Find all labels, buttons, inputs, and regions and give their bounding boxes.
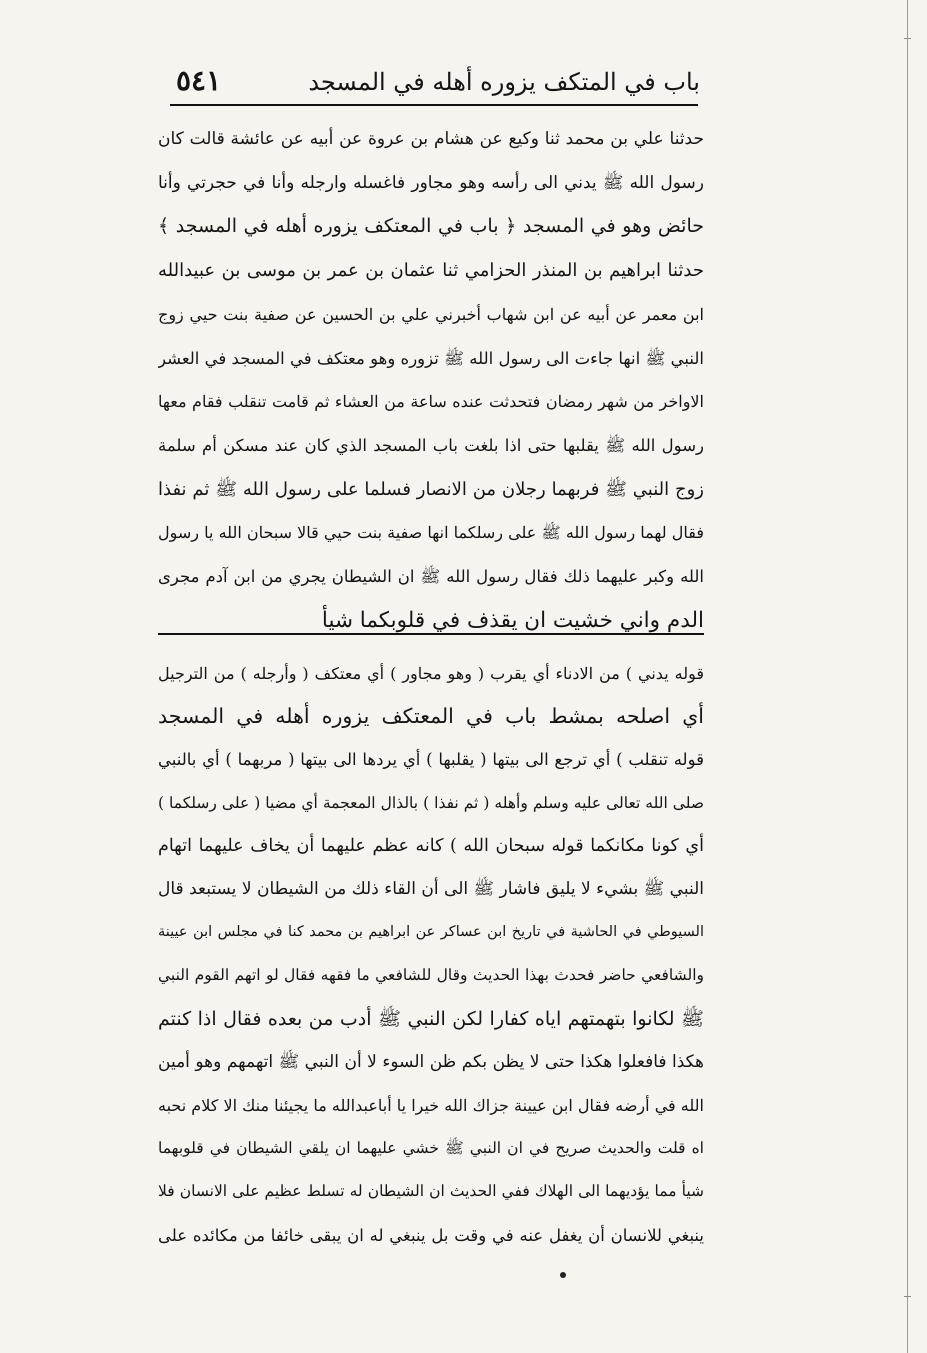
- scan-edge-tick: [904, 1296, 911, 1297]
- commentary-line: قوله تنقلب ) أي ترجع الى بيتها ( يقلبها ) أي يردها الى بيتها ( مربهما ) أي بالنبي: [158, 750, 704, 770]
- hadith-line: رسول الله ﷺ يدني الى رأسه وهو مجاور فاغسله وارجله وأنا في حجرتي وأنا: [158, 172, 704, 193]
- commentary-line: صلى الله تعالى عليه وسلم وأهله ( ثم نفذا ) بالذال المعجمة أي مضيا ( على رسلكما ): [158, 793, 704, 812]
- page-header: [176, 64, 700, 102]
- commentary-line: هكذا فافعلوا هكذا حتى لا يظن بكم ظن السوء لا أن النبي ﷺ اتهمهم وهو أمين: [158, 1051, 704, 1072]
- hadith-line: رسول الله ﷺ يقلبها حتى اذا بلغت باب المسجد الذي كان عند مسكن أم سلمة: [158, 435, 704, 455]
- commentary-line: اه قلت والحديث صريح في ان النبي ﷺ خشي عليهما ان يلقي الشيطان في قلوبهما: [158, 1139, 704, 1158]
- print-speck: [560, 1272, 566, 1278]
- commentary-line-chapter-heading: أي اصلحه بمشط باب في المعتكف يزوره أهله في المسجد: [158, 704, 704, 729]
- commentary-line: السيوطي في الحاشية في تاريخ ابن عساكر عن ابراهيم بن محمد كنا في مجلس ابن عيينة: [158, 924, 704, 941]
- hadith-line: حدثنا علي بن محمد ثنا وكيع عن هشام بن عروة عن أبيه عن عائشة قالت كان: [158, 129, 704, 149]
- running-title: باب في المتكف يزوره أهله في المسجد: [308, 68, 700, 96]
- text-commentary-divider: [158, 633, 704, 635]
- commentary-line: شيأ مما يؤديهما الى الهلاك ففي الحديث ان الشيطان له تسلط عظيم على الانسان فلا: [158, 1182, 704, 1201]
- commentary-line: النبي ﷺ بشيء لا يليق فاشار ﷺ الى أن القاء ذلك من الشيطان لا يستبعد قال: [158, 879, 704, 900]
- commentary-line: قوله يدني ) من الادناء أي يقرب ( وهو مجاور ) أي معتكف ( وأرجله ) من الترجيل: [158, 664, 704, 683]
- hadith-text-block: [158, 118, 704, 642]
- scan-edge-tick: [904, 38, 911, 39]
- header-rule: [170, 104, 698, 106]
- hadith-line: النبي ﷺ انها جاءت الى رسول الله ﷺ تزوره وهو معتكف في المسجد في العشر: [158, 348, 704, 368]
- hadith-line: الاواخر من شهر رمضان فتحدثت عنده ساعة من العشاء ثم قامت تنقلب فقام معها: [158, 392, 704, 412]
- page-number: ٥٤١: [176, 64, 222, 97]
- hadith-line: الله وكبر عليهما ذلك فقال رسول الله ﷺ ان الشيطان يجري من ابن آدم مجرى: [158, 567, 704, 587]
- hadith-line: زوج النبي ﷺ فربهما رجلان من الانصار فسلما على رسول الله ﷺ ثم نفذا: [158, 478, 704, 500]
- hadith-line: حدثنا ابراهيم بن المنذر الحزامي ثنا عثمان بن عمر بن موسى بن عبيدالله: [158, 260, 704, 282]
- hadith-line-chapter-heading: حائض وهو في المسجد ﴿ باب في المعتكف يزوره أهله في المسجد ﴾: [158, 215, 704, 238]
- commentary-line: ينبغي للانسان أن يغفل عنه في وقت بل ينبغي له ان يبقى خائفا من مكائده على: [158, 1225, 704, 1245]
- commentary-line: الله في أرضه فقال ابن عيينة جزاك الله خيرا يا أباعبدالله ما يجيئنا منك الا كلام نحبه: [158, 1096, 704, 1116]
- hadith-line: ابن معمر عن أبيه عن ابن شهاب أخبرني علي بن الحسين عن صفية بنت حيي زوج: [158, 304, 704, 324]
- hadith-line: فقال لهما رسول الله ﷺ على رسلكما انها صفية بنت حيي قالا سبحان الله يا رسول: [158, 523, 704, 543]
- commentary-line: ﷺ لكانوا بتهمتهم اياه كفارا لكن النبي ﷺ أدب من بعده فقال اذا كنتم: [158, 1007, 704, 1030]
- commentary-line: أي كونا مكانكما قوله سبحان الله ) كانه عظم عليهما أن يخاف عليهما اتهام: [158, 835, 704, 856]
- commentary-text-block: [158, 652, 704, 1257]
- hadith-line: الدم واني خشيت ان يقذف في قلوبكما شيأ: [321, 607, 704, 633]
- scan-edge-line: [907, 0, 908, 1353]
- commentary-line: والشافعي حاضر فحدث بهذا الحديث وقال للشافعي ما فقهه فقال لو اتهم القوم النبي: [158, 966, 704, 985]
